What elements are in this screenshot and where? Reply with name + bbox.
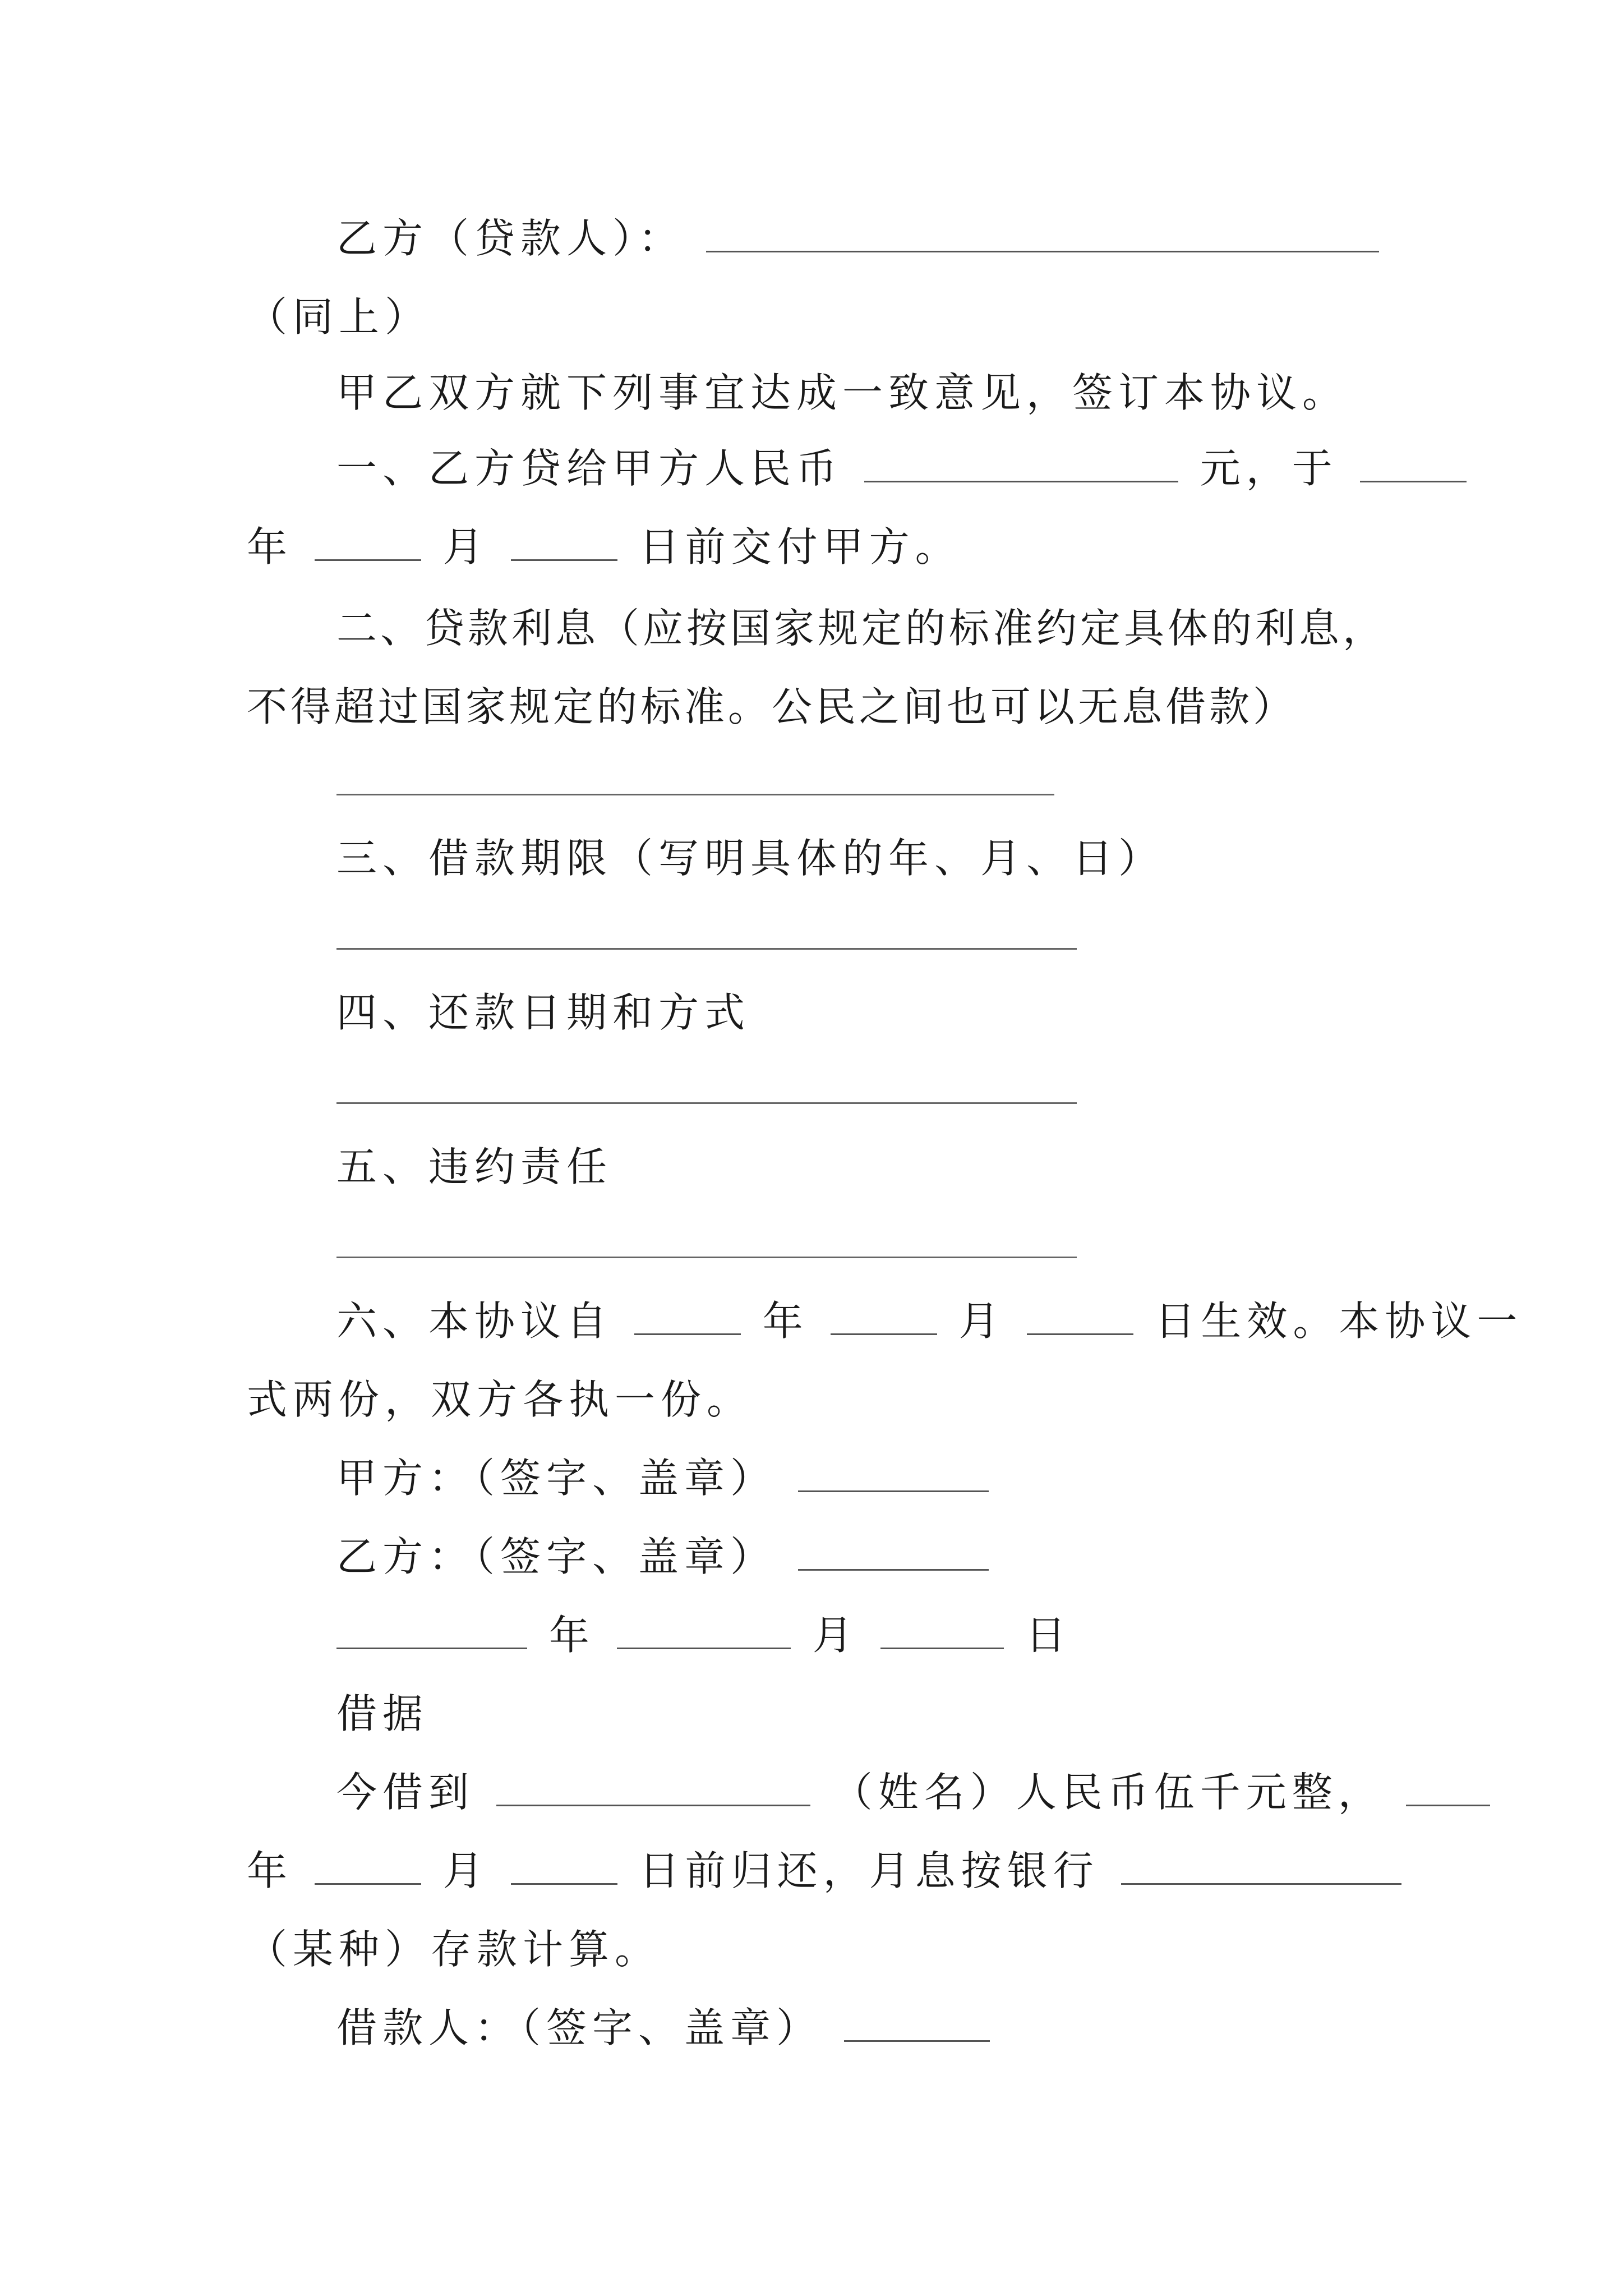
clause-1-year-blank[interactable] bbox=[1360, 444, 1467, 482]
clause-4-fill-line[interactable] bbox=[336, 1102, 1077, 1104]
borrower-signature-line bbox=[336, 2003, 993, 2053]
party-b-note-text: （同上） bbox=[247, 293, 431, 341]
party-b-blank[interactable] bbox=[706, 214, 1379, 252]
receipt-text-a: 今借到 bbox=[336, 1769, 475, 1816]
receipt-title-text: 借据 bbox=[336, 1690, 429, 1737]
date-day-label: 日 bbox=[1025, 1612, 1072, 1659]
receipt-name-blank[interactable] bbox=[496, 1768, 810, 1806]
signature-a-label: 甲方：（签字、盖章） bbox=[336, 1455, 777, 1502]
clause-1-month-label: 月 bbox=[442, 523, 489, 570]
clause-3-line bbox=[336, 833, 1164, 884]
clause-6-month-label: 月 bbox=[958, 1297, 1005, 1345]
receipt-title bbox=[336, 1688, 428, 1739]
date-day-blank[interactable] bbox=[880, 1611, 1004, 1649]
clause-2-text-2: 不得超过国家规定的标准。公民之间也可以无息借款） bbox=[247, 683, 1297, 730]
clause-6-month-blank[interactable] bbox=[831, 1296, 937, 1335]
clause-2-fill-line[interactable] bbox=[336, 794, 1054, 795]
clause-1-text-a: 一、乙方贷给甲方人民币 bbox=[336, 445, 843, 492]
clause-6-year-label: 年 bbox=[762, 1297, 809, 1345]
clause-1-text-b: 元，于 bbox=[1200, 445, 1338, 492]
receipt-line-2 bbox=[247, 1846, 1405, 1896]
clause-6-year-blank[interactable] bbox=[634, 1296, 741, 1335]
clause-1-year-label: 年 bbox=[247, 523, 293, 570]
clause-6-line-2 bbox=[247, 1374, 753, 1425]
party-b-label: 乙方（贷款人）： bbox=[336, 215, 685, 262]
date-month-label: 月 bbox=[812, 1612, 859, 1659]
date-year-blank[interactable] bbox=[336, 1611, 527, 1649]
receipt-text-b: （姓名）人民币伍千元整， bbox=[832, 1769, 1384, 1816]
receipt-line-1 bbox=[336, 1767, 1493, 1818]
borrower-signature-label: 借款人：（签字、盖章） bbox=[336, 2004, 823, 2051]
clause-1-text-e: 日前交付甲方。 bbox=[639, 523, 961, 570]
signature-a-blank[interactable] bbox=[798, 1453, 989, 1492]
clause-6-day-blank[interactable] bbox=[1027, 1296, 1133, 1335]
clause-6-text-d: 日生效。本协议一 bbox=[1155, 1297, 1523, 1345]
clause-2-line-2 bbox=[247, 682, 1297, 732]
clause-1-month-blank[interactable] bbox=[315, 522, 421, 561]
clause-5-text: 五、违约责任 bbox=[336, 1143, 613, 1190]
clause-3-text: 三、借款期限（写明具体的年、月、日） bbox=[336, 835, 1165, 882]
clause-2-text-1: 二、贷款利息（应按国家规定的标准约定具体的利息， bbox=[336, 605, 1387, 652]
receipt-day-blank[interactable] bbox=[511, 1846, 617, 1885]
clause-4-text: 四、还款日期和方式 bbox=[336, 989, 751, 1036]
signature-b-line bbox=[336, 1531, 992, 1582]
clause-6-text-2: 式两份，双方各执一份。 bbox=[247, 1376, 753, 1423]
receipt-month-label: 月 bbox=[442, 1847, 489, 1894]
clause-1-line-2 bbox=[247, 522, 961, 572]
borrower-signature-blank[interactable] bbox=[844, 2003, 990, 2042]
clause-1-line-1 bbox=[336, 443, 1470, 494]
clause-5-fill-line[interactable] bbox=[336, 1257, 1077, 1258]
clause-3-fill-line[interactable] bbox=[336, 948, 1077, 950]
receipt-year-blank[interactable] bbox=[1406, 1768, 1490, 1806]
clause-2-line-1 bbox=[336, 603, 1386, 654]
signature-b-blank[interactable] bbox=[798, 1532, 989, 1571]
clause-6-line-1 bbox=[336, 1296, 1523, 1346]
party-b-line bbox=[336, 213, 1382, 264]
receipt-line-3 bbox=[247, 1924, 661, 1975]
date-year-label: 年 bbox=[548, 1612, 595, 1659]
date-month-blank[interactable] bbox=[617, 1611, 791, 1649]
receipt-month-blank[interactable] bbox=[315, 1846, 421, 1885]
signature-a-line bbox=[336, 1453, 992, 1503]
intro-text: 甲乙双方就下列事宜达成一致意见，签订本协议。 bbox=[336, 369, 1349, 416]
party-b-note bbox=[247, 292, 431, 342]
amount-blank[interactable] bbox=[864, 444, 1178, 482]
signature-b-label: 乙方：（签字、盖章） bbox=[336, 1533, 777, 1580]
date-line bbox=[336, 1610, 1072, 1660]
clause-5-line bbox=[336, 1142, 612, 1192]
intro-paragraph bbox=[336, 367, 1348, 418]
receipt-text-e: 日前归还，月息按银行 bbox=[639, 1847, 1099, 1894]
clause-1-day-blank[interactable] bbox=[511, 522, 617, 561]
clause-4-line bbox=[336, 987, 750, 1038]
clause-6-text-a: 六、本协议自 bbox=[336, 1297, 613, 1345]
receipt-text-f: （某种）存款计算。 bbox=[247, 1926, 661, 1973]
receipt-bank-blank[interactable] bbox=[1121, 1846, 1401, 1885]
receipt-year-label: 年 bbox=[247, 1847, 293, 1894]
